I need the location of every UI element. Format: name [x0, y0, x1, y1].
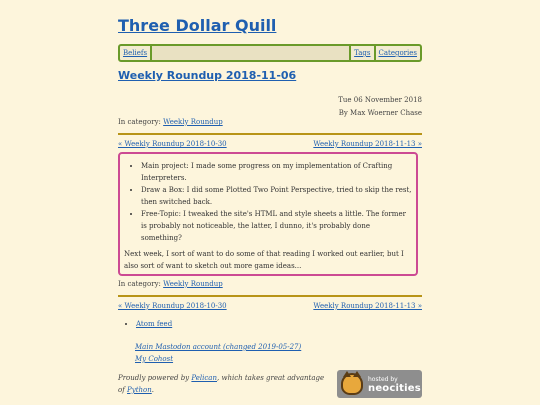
post-category-bottom: [118, 280, 223, 288]
nav-item-beliefs: [120, 46, 152, 60]
prev-post-link-bottom[interactable]: « Weekly Roundup 2018-10-30: [118, 302, 227, 310]
post-byline: By Max Woerner Chase: [338, 109, 422, 117]
prev-post-link-top[interactable]: « Weekly Roundup 2018-10-30: [118, 140, 227, 148]
powered-mid: , which takes great advantage of: [118, 374, 325, 394]
social-links: [135, 341, 301, 365]
nav-link-tags[interactable]: Tags: [354, 49, 371, 57]
neocities-cat-icon: [341, 373, 363, 395]
list-item: • Free-Topic: I tweaked the site's HTML and style sheets a little. The former is probably not noticeable, the latter, I dunno, it's probably done something?: [141, 208, 412, 244]
python-link[interactable]: Python: [127, 386, 152, 394]
nav-item-categories: [374, 46, 421, 60]
post-nav-top: [118, 140, 422, 148]
mastodon-link[interactable]: Main Mastodon account (changed 2019-05-27): [135, 343, 302, 351]
site-title-link[interactable]: Three Dollar Quill: [118, 16, 277, 35]
powered-suffix: .: [151, 386, 154, 394]
category-link-bottom[interactable]: Weekly Roundup: [163, 280, 223, 288]
next-post-link-top[interactable]: Weekly Roundup 2018-11-13 »: [313, 140, 422, 148]
post-item-list: [124, 160, 412, 244]
next-post-link-bottom[interactable]: Weekly Roundup 2018-11-13 »: [313, 302, 422, 310]
nav-item-tags: [349, 46, 373, 60]
divider-bottom: [118, 295, 422, 297]
post-content: [118, 152, 418, 276]
pelican-link[interactable]: Pelican: [191, 374, 217, 382]
nav-bar: [118, 44, 422, 62]
category-prefix: In category:: [118, 280, 161, 288]
post-closing-paragraph: Next week, I sort of want to do some of that reading I worked out earlier, but I also sort of want to sketch out more game ideas...: [124, 250, 404, 270]
list-item: • Draw a Box: I did some Plotted Two Point Perspective, tried to skip the rest, then switched back.: [141, 184, 412, 208]
powered-by-text: [118, 372, 328, 396]
divider-top: [118, 133, 422, 135]
atom-feed-link[interactable]: Atom feed: [136, 320, 173, 328]
badge-small-text: hosted by: [368, 376, 398, 383]
post-date: Tue 06 November 2018: [338, 96, 422, 104]
neocities-badge[interactable]: [337, 370, 422, 398]
post-title-link[interactable]: Weekly Roundup 2018-11-06: [118, 69, 297, 82]
cohost-link[interactable]: My Cohost: [135, 355, 174, 363]
list-item: [136, 320, 172, 328]
post-nav-bottom: [118, 302, 422, 310]
nav-spacer: [152, 46, 349, 60]
badge-big-text: neocities: [368, 383, 421, 394]
category-prefix: In category:: [118, 118, 161, 126]
post-meta: [338, 94, 422, 120]
category-link-top[interactable]: Weekly Roundup: [163, 118, 223, 126]
footer-feed-list: [124, 320, 172, 328]
post-category-top: [118, 118, 223, 126]
powered-prefix: Proudly powered by: [118, 374, 192, 382]
nav-link-beliefs[interactable]: Beliefs: [123, 49, 148, 57]
neocities-badge-text: [368, 375, 421, 393]
list-item: • Main project: I made some progress on my implementation of Crafting Interpreters.: [141, 160, 412, 184]
nav-link-categories[interactable]: Categories: [378, 49, 417, 57]
